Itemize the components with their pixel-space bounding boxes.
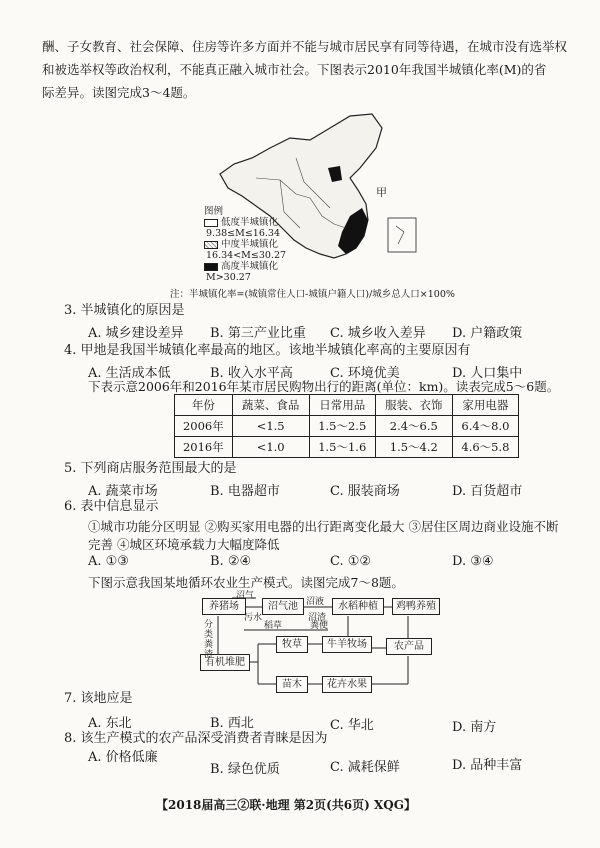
table-cell: 4.6～5.8 bbox=[452, 437, 518, 458]
label-biogas: 沼气 bbox=[236, 591, 255, 601]
table-header-cell: 家用电器 bbox=[452, 395, 518, 416]
q8-option-c[interactable]: C. 减耗保鲜 bbox=[330, 760, 400, 775]
legend-title: 图例 bbox=[204, 206, 224, 217]
table-row bbox=[175, 437, 519, 458]
table-header-cell: 年份 bbox=[175, 395, 233, 416]
box-agricultural-products: 农产品 bbox=[386, 638, 432, 655]
q6-statement-line-1: ①城市功能分区明显 ②购买家用电器的出行距离变化最大 ③居住区周边商业设施不断 bbox=[88, 519, 559, 534]
map-legend bbox=[204, 206, 286, 283]
map-note: 注：半城镇化率=(城镇常住人口-城镇户籍人口)/城乡总人口×100% bbox=[170, 289, 455, 300]
q7-option-b[interactable]: B. 西北 bbox=[210, 716, 254, 731]
q4-option-b[interactable]: B. 收入水平高 bbox=[210, 366, 293, 381]
intro-line-3: 际差异。读图完成3～4题。 bbox=[42, 85, 196, 100]
legend-swatch-low bbox=[204, 219, 218, 227]
box-pasture-grass: 牧草 bbox=[276, 636, 308, 653]
q3-option-c[interactable]: C. 城乡收入差异 bbox=[330, 326, 426, 341]
q6-option-b[interactable]: B. ②④ bbox=[210, 554, 252, 569]
q5-option-c[interactable]: C. 服装商场 bbox=[330, 484, 400, 499]
intro-line-2: 和被选举权等政治权利，不能真正融入城市社会。下图表示2010年我国半城镇化率(M)的省 bbox=[42, 62, 547, 77]
table-row bbox=[175, 416, 519, 437]
box-seedlings: 苗木 bbox=[276, 676, 308, 693]
table-cell: 2.4～6.5 bbox=[375, 416, 452, 437]
table-header-cell: 日常用品 bbox=[309, 395, 375, 416]
label-sewage: 污水 bbox=[244, 613, 263, 623]
table-cell: 2016年 bbox=[175, 437, 233, 458]
label-sorted-manure: 分类粪渣 bbox=[204, 620, 214, 660]
q4-stem: 4. 甲地是我国半城镇化率最高的地区。该地半城镇化率高的主要原因有 bbox=[64, 343, 471, 358]
intro-paragraph bbox=[42, 38, 567, 102]
box-biogas-pool: 沼气池 bbox=[262, 598, 304, 615]
q5-stem: 5. 下列商店服务范围最大的是 bbox=[64, 461, 237, 476]
diagram-intro: 下图示意我国某地循环农业生产模式。读图完成7～8题。 bbox=[88, 575, 404, 590]
legend-item-mid: 中度半城镇化 bbox=[204, 239, 286, 250]
q7-option-a[interactable]: A. 东北 bbox=[88, 716, 132, 731]
table-cell: <1.5 bbox=[232, 416, 309, 437]
q7-option-c[interactable]: C. 华北 bbox=[330, 718, 374, 733]
table-cell: 2006年 bbox=[175, 416, 233, 437]
q4-option-a[interactable]: A. 生活成本低 bbox=[88, 366, 171, 381]
table-header-row bbox=[175, 395, 519, 416]
q3-stem: 3. 半城镇化的原因是 bbox=[64, 303, 185, 318]
circular-agriculture-diagram bbox=[198, 590, 458, 694]
table-cell: 6.4～8.0 bbox=[452, 416, 518, 437]
legend-range-high: M>30.27 bbox=[206, 272, 251, 283]
legend-swatch-mid bbox=[204, 241, 218, 249]
q6-option-d[interactable]: D. ③④ bbox=[452, 554, 494, 569]
table-cell: 1.5～4.2 bbox=[375, 437, 452, 458]
table-cell: <1.0 bbox=[232, 437, 309, 458]
table-header-cell: 蔬菜、食品 bbox=[232, 395, 309, 416]
table-header-cell: 服装、衣饰 bbox=[375, 395, 452, 416]
q4-option-d[interactable]: D. 人口集中 bbox=[452, 366, 523, 381]
q7-stem: 7. 该地应是 bbox=[64, 691, 133, 706]
table-cell: 1.5～2.5 bbox=[309, 416, 375, 437]
legend-range-low: 9.38≤M≤16.34 bbox=[206, 228, 280, 239]
label-sludge: 沼渣 bbox=[308, 613, 327, 623]
table-cell: 1.5～1.6 bbox=[309, 437, 375, 458]
intro-line-1: 酬、子女教育、社会保障、住房等许多方面并不能与城市居民享有同等待遇，在城市没有选举权 bbox=[42, 39, 568, 54]
label-feces: 粪便 bbox=[310, 621, 329, 631]
q6-stem: 6. 表中信息显示 bbox=[64, 499, 159, 514]
q8-option-a[interactable]: A. 价格低廉 bbox=[88, 750, 158, 765]
q7-option-d[interactable]: D. 南方 bbox=[452, 720, 497, 735]
map-marker-jia: 甲 bbox=[376, 186, 387, 199]
legend-item-low: 低度半城镇化 bbox=[204, 217, 286, 228]
q8-option-b[interactable]: B. 绿色优质 bbox=[210, 762, 280, 777]
q6-statement-line-2: 完善 ④城区环境承载力大幅度降低 bbox=[88, 537, 280, 552]
box-flowers-fruits: 花卉水果 bbox=[322, 676, 372, 693]
table-intro: 下表示意2006年和2016年某市居民购物出行的距离(单位：km)。读表完成5～6题。 bbox=[88, 379, 560, 394]
shopping-distance-table bbox=[174, 394, 519, 458]
box-organic-compost: 有机堆肥 bbox=[200, 654, 250, 671]
q8-option-d[interactable]: D. 品种丰富 bbox=[452, 758, 523, 773]
q4-option-c[interactable]: C. 环境优美 bbox=[330, 366, 400, 381]
q8-stem: 8. 该生产模式的农产品深受消费者青睐是因为 bbox=[64, 731, 328, 746]
q5-option-d[interactable]: D. 百货超市 bbox=[452, 484, 523, 499]
q5-option-a[interactable]: A. 蔬菜市场 bbox=[88, 484, 158, 499]
q3-option-b[interactable]: B. 第三产业比重 bbox=[210, 326, 306, 341]
q6-option-a[interactable]: A. ①③ bbox=[88, 554, 129, 569]
legend-item-high: 高度半城镇化 bbox=[204, 261, 286, 272]
q3-option-a[interactable]: A. 城乡建设差异 bbox=[88, 326, 184, 341]
q5-option-b[interactable]: B. 电器超市 bbox=[210, 484, 280, 499]
q6-option-c[interactable]: C. ①② bbox=[330, 554, 372, 569]
q3-option-d[interactable]: D. 户籍政策 bbox=[452, 326, 523, 341]
label-straw: 稻草 bbox=[264, 621, 283, 631]
legend-swatch-high bbox=[204, 263, 218, 271]
page-footer: 【2018届高三②联·地理 第2页(共6页) XQG】 bbox=[156, 798, 416, 812]
legend-range-mid: 16.34<M≤30.27 bbox=[206, 250, 287, 261]
box-pig-farm: 养猪场 bbox=[202, 598, 246, 615]
box-cattle-ranch: 牛羊牧场 bbox=[322, 636, 372, 653]
box-rice-planting: 水稻种植 bbox=[332, 598, 384, 615]
label-slurry: 沼液 bbox=[306, 597, 325, 607]
box-poultry-farming: 鸡鸭养殖 bbox=[392, 598, 440, 615]
